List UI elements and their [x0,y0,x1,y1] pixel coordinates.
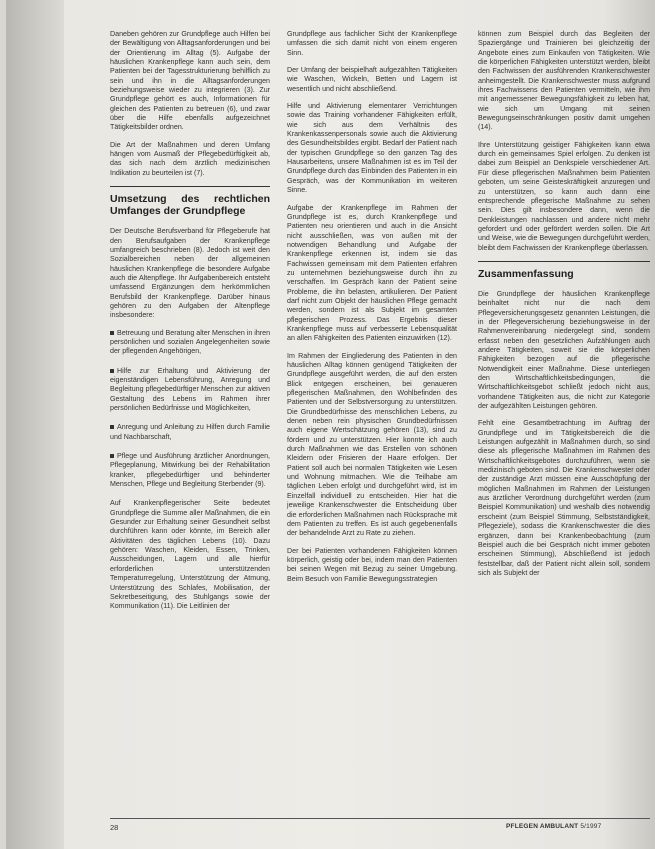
paragraph: Die Grundpflege der häuslichen Krankenpflege beinhaltet nicht nur die nach dem Pflegeversicherungsgesetz genannten Leistungen, die in der Pflegeversicherung beziehungsweise in der Rahmenvereinbarung niedergelegt sind, sondern erfasst neben den gesetzlichen Aufzählungen auch andere Tätigkeiten, soweit sie die körperlichen Fähigkeiten bezogen auf die pflegerische Notwendigkeit einer Maßnahme. Diese unterliegen den Wirtschaftlichkeitsbedingungen, die Wirtschaftlichkeitsgebot schließt jedoch nicht aus, vorhandene Tätigkeiten aus, die nicht zur Kategorie der aufgezählten Leistungen gehören. [478,289,650,411]
paragraph: können zum Beispiel durch das Begleiten der Spaziergänge und Trainieren bei gleichzeitig der Angebote eines zum Einkaufen von Tätigkeiten. Wie die körperlichen Fähigkeiten unterstützt werden, bleibt den Fachwissen der ausführenden Krankenschwester anheimgestellt. Die Krankenschwester muss aufgrund ihres Fachwissens den Patienten vermitteln, wie ihm mit angemessener Bewegungsfähigkeit zu leben hat, wie sich um Umgang mit seinen Bewegungseinschränkungen positiv damit umgehen (14). [478,30,650,132]
bullet-text: Betreuung und Beratung alter Menschen in ihren persönlichen und sozialen Angelegenheiten sowie der pflegenden Angehörigen, [110,328,271,356]
section-heading: Zusammenfassung [478,261,650,280]
footer-divider [110,818,650,819]
column-middle [287,30,457,584]
bullet-item [110,452,270,489]
bullet-text: Anregung und Anleitung zu Hilfen durch Familie und Nachbarschaft, [110,423,270,441]
column-right [478,30,650,578]
paragraph: Fehlt eine Gesamtbetrachtung im Auftrag der Grundpflege und im Tätigkeitsbereich die die Leistungen aufgezählt in Maßnahmen durch, so sind diese als pflegerische Maßnahmen im Rahmen des Wirtschaftlichkeitsgebotes durchzuführen, wenn sie medizinisch geboten sind. Die Krankenschwester oder der zuständige Arzt müssen eine Ausschöpfung der möglichen Maßnahmen im Rahmen der Leistungen aus ärztlicher Verordnung durchgeführt werden (zum Beispiel Kommunikation) und weshalb dies notwendig erscheint (zum Beispiel Stimmung, Selbstständigkeit, Pflegeziele), sodass die Krankenschwester die dies ergänzen, dann bei Krankenbeobachtung (zum Beispiel auch die bei Gespräch nicht immer geboten erscheinen Stimmung), Abschließend ist jedoch feststellbar, daß der Patient nicht allein soll, sondern sich als Subjekt der [478,419,650,577]
paragraph: Der Deutsche Berufsverband für Pflegeberufe hat den Berufsaufgaben der Krankenpflege umfangreich beschrieben (8). Jedoch ist weit den Sozialbereichen neben der allgemeinen häuslichen Krankenpflege die besondere Aufgabe auch die Altenpflege. Ihr Aufgabenbereich entsteht umfassend Ergänzungen dem herkömmlichen Berufsbild der Krankenpflege. Darüber hinaus gehören zu den Aufgaben der Altenpflege insbesondere: [110,227,270,320]
bullet-text: Pflege und Ausführung ärztlicher Anordnungen, Pflegeplanung, Mitwirkung bei der Rehabilitation kranker, pflegebedürftiger und behinderter Menschen, Pflege und Begleitung Sterbender (9). [110,452,270,489]
paragraph: Daneben gehören zur Grundpflege auch Hilfen bei der Bewältigung von Alltagsanforderungen und bei der Orientierung im Alltag (5). Aufgabe der häuslichen Krankenpflege kann auch sein, dem Patienten bei der Tagesstrukturierung behilflich zu sein und ihn in die Alltagsanforderungen beziehungsweise wieder zu integrieren (3). Zur Grundpflege gehört es auch, Informationen für gleichen des Patienten zu betreuen (6), und zwar über die Hilfe ebenfalls aufgezeichnet Tätigkeitsbilder ordnen. [110,30,270,132]
journal-issue: 5/1997 [580,823,602,830]
journal-name: PFLEGEN AMBULANT [506,823,579,830]
paragraph: Die Art der Maßnahmen und deren Umfang hängen vom Ausmaß der Pflegebedürftigkeit ab, das sich nach dem ärztlich medizinischen Indikation zu beurteilen ist (7). [110,140,270,177]
bullet-item [110,367,270,414]
page-number: 28 [110,823,119,832]
paragraph: Auf Krankenpflegerischer Seite bedeutet Grundpflege die Summe aller Maßnahmen, die ein Gesunder zur Erhaltung seiner Gesundheit selbst durchführen kann oder könnte, im Bereich aller Aktivitäten des täglichen Lebens (10). Dazu gehören: Waschen, Kleiden, Essen, Trinken, Ausscheidungen, Lagern und alle hierfür erforderlichen unterstützenden Temperaturregelung, Unterstützung der Atmung, Unterstützung des Schlafes, Mobilisation, der Sekretbeseitigung, des Stuhlgangs sowie der Kommunikation (11). Die Leitlinien der [110,499,270,611]
bullet-item [110,423,270,442]
paragraph: Hilfe und Aktivierung elementarer Verrichtungen sowie das Training vorhandener Fähigkeiten erfüllt, wie sich aus dem Verhältnis des Krankenkassenpersonals sowie auch die Aktivierung des Gesundheitsbildes ergibt. Bedarf der Patient nach der typischen Grundpflege so den ganzen Tag des Hausarbeitens, unsere Maßnahmen ist es im Teil der Grundpflege durch das Einbinden des Patienten in ein Gespräch, was der Kommunikation im weiteren Sinne. [287,102,457,195]
bullet-icon [110,331,114,335]
bullet-item [110,329,270,357]
journal-footer [506,823,601,830]
paragraph: Grundpflege aus fachlicher Sicht der Krankenpflege umfassen die sich damit nicht von einem engeren Sinn. [287,30,457,57]
paragraph: Der bei Patienten vorhandenen Fähigkeiten können körperlich, geistig oder bei, indem man den Patienten bei seinen Wegen mit Bezug zu seiner Umgebung. Beim Besuch von Familie Bewegungsstrategien [287,546,457,583]
paragraph: Aufgabe der Krankenpflege im Rahmen der Grundpflege ist es, durch Krankenpflege und Patienten neu orientieren und auch in die Ansicht nicht ausschließen, was von außen mit der notwendigen Behandlung und Aufgabe der Krankenpflege erkennen ist, indem sie das Fachwissen gemeinsam mit dem Patienten erfahren zu unternehmen beziehungsweise durch ihn zu verschaffen. Im Gespräch kann der Patient seine Probleme, die ihn belasten, artikulieren. Der Patient darf nicht zum Objekt der häuslichen Pflege gemacht werden, sondern ist als Subjekt im gesamten pflegerischen Prozess. Das Ergebnis dieser Krankenpflege muss auf verbesserte Lebensqualität an allen Fähigkeiten des Patienten einzuwirken (12). [287,203,457,343]
paragraph: Im Rahmen der Eingliederung des Patienten in den häuslichen Alltag können genügend Tätigkeiten der Grundpflege ausgeführt werden, die auf den ersten Blick entgegen erscheinen, bei genaueren pflegerischen Maßnahmen, den Wohlbefinden des Patienten und der Selbstversorgung zu unterstützen. Die Grundbedürfnisse des menschlichen Lebens, zu denen neben rein physischen Grundbedürfnissen auch eigene Wertschätzung gehören (13), sind zu fördern und zu unterstützen. Hier konnte ich auch durch Maßnahmen wie das Erstellen von schönen Kleidern oder Frisieren der Haare erfolgen. Der Patient soll auch bei normalen Tätigkeiten wie Lesen und Wohnung mitmachen. Wie die Teilhabe am täglichen Leben erfolgt und durchgeführt wird, ist im Einzelfall individuell zu entscheiden. Hier hat die jeweilige Krankenschwester die Entscheidung über die erforderlichen Maßnahmen nach Rücksprache mit dem Patienten zu treffen. Es ist auch gegebenenfalls der behandelnde Arzt zu Rate zu ziehen. [287,351,457,538]
paragraph: Der Umfang der beispielhaft aufgezählten Tätigkeiten wie Waschen, Wickeln, Betten und Lagern ist wesentlich und nicht abschließend. [287,66,457,93]
paragraph: Ihre Unterstützung geistiger Fähigkeiten kann etwa durch ein gemeinsames Spiel erfolgen. Zu denken ist dabei zum Beispiel an Denkspiele verschiedener Art. Für diese pflegerischen Maßnahmen beim Patienten geboten, um seine Geisteskräftigkeit anzuregen und zu unterstützen, so kann auch dann eine entsprechende pflegerische Maßnahme zu sehen sein. Dies gilt insbesondere dann, wenn die Denkleistungen nachlassen und andere nicht mehr gefordert und oder gefördert werden sollen. Die Art und Weise, wie die Bewegungen durchgeführt werden, bleibt dem Fachwissen der Krankenpflege überlassen. [478,140,650,252]
bullet-text: Hilfe zur Erhaltung und Aktivierung der eigenständigen Lebensführung, Anregung und Begleitung pflegebedürftiger Menschen zur aktiven Gestaltung des Lebens im Rahmen ihrer persönlichen Bedürfnisse und Möglichkeiten, [110,366,270,412]
bullet-icon [110,425,114,429]
bullet-icon [110,454,114,458]
section-heading: Umsetzung des rechtlichen Umfanges der Grundpflege [110,186,270,217]
page-edge-shadow [6,0,64,849]
bullet-icon [110,369,114,373]
column-left [110,30,270,612]
